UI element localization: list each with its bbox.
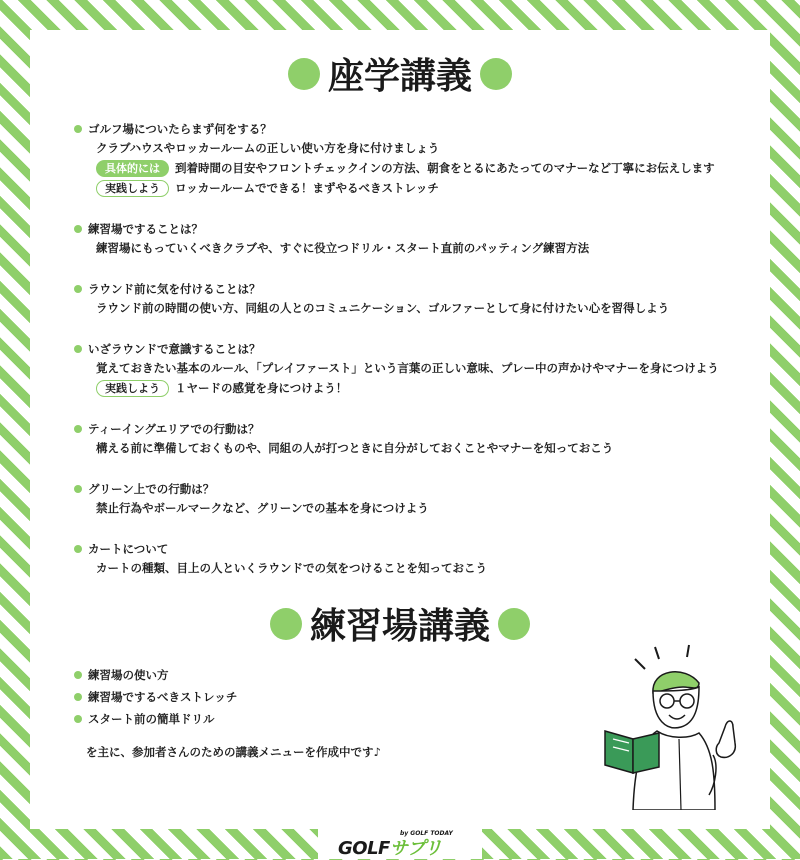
logo-byline: by GOLF TODAY <box>400 830 453 837</box>
tag-line <box>74 178 754 198</box>
circle-bullet-icon <box>288 58 320 90</box>
lecture-item-3 <box>74 280 754 318</box>
lecture-title: 座学講義 <box>327 56 472 97</box>
tag-line-text: 到着時間の目安やフロントチェックインの方法、朝食をとるにあたってのマナーなど丁寧にお伝えします <box>175 161 715 175</box>
logo-sub: サプリ <box>389 838 442 859</box>
practice-list <box>74 666 237 732</box>
lecture-item-2 <box>74 220 754 258</box>
question: いざラウンドで意識することは？ <box>74 340 754 358</box>
logo-area <box>318 829 482 859</box>
detail-tag: 具体的には <box>96 160 169 177</box>
lecture-item-4 <box>74 340 754 398</box>
lecture-heading <box>30 48 770 99</box>
question: 練習場ですることは？ <box>74 220 754 238</box>
practice-title: 練習場講義 <box>309 606 490 647</box>
practice-tag: 実践しよう <box>96 380 169 397</box>
lecture-item-6 <box>74 480 754 518</box>
answer: 覚えておきたい基本のルール、「プレイファースト」という言葉の正しい意味、プレー中の声かけやマナーを身につけよう <box>96 361 719 375</box>
circle-bullet-icon <box>498 608 530 640</box>
practice-tag: 実践しよう <box>96 180 169 197</box>
answer: クラブハウスやロッカールームの正しい使い方を身に付けましょう <box>96 141 440 155</box>
logo-main: GOLF <box>338 838 390 859</box>
answer: ラウンド前の時間の使い方、同組の人とのコミュニケーション、ゴルファーとして身に付けたい心を習得しよう <box>96 301 670 315</box>
golf-sapuri-logo <box>338 834 442 860</box>
question: カートについて <box>74 540 754 558</box>
list-item: スタート前の簡単ドリル <box>74 710 237 728</box>
closing-text: を主に、参加者さんのための講義メニューを作成中です♪ <box>86 745 381 759</box>
list-item: 練習場でするべきストレッチ <box>74 688 237 706</box>
answer: 禁止行為やボールマークなど、グリーンでの基本を身につけよう <box>96 501 429 515</box>
answer: 練習場にもっていくべきクラブや、すぐに役立つドリル・スタート直前のパッティング練習方法 <box>96 241 590 255</box>
instructor-illustration <box>595 635 745 810</box>
question: グリーン上での行動は？ <box>74 480 754 498</box>
tag-line-text: ロッカールームでできる！まずやるべきストレッチ <box>175 181 439 195</box>
circle-bullet-icon <box>270 608 302 640</box>
lecture-item-7 <box>74 540 754 578</box>
question: ティーイングエリアでの行動は？ <box>74 420 754 438</box>
list-item: 練習場の使い方 <box>74 666 237 684</box>
content-panel <box>30 30 770 829</box>
tag-line <box>74 378 754 398</box>
question: ゴルフ場についたらまず何をする？ <box>74 120 754 138</box>
circle-bullet-icon <box>480 58 512 90</box>
answer: 構える前に準備しておくものや、同組の人が打つときに自分がしておくことやマナーを知っておこう <box>96 441 614 455</box>
tag-line-text: １ヤードの感覚を身につけよう！ <box>175 381 348 395</box>
tag-line <box>74 158 754 178</box>
question: ラウンド前に気を付けることは？ <box>74 280 754 298</box>
lecture-item-1 <box>74 120 754 198</box>
answer: カートの種類、目上の人といくラウンドでの気をつけることを知っておこう <box>96 561 487 575</box>
lecture-item-5 <box>74 420 754 458</box>
